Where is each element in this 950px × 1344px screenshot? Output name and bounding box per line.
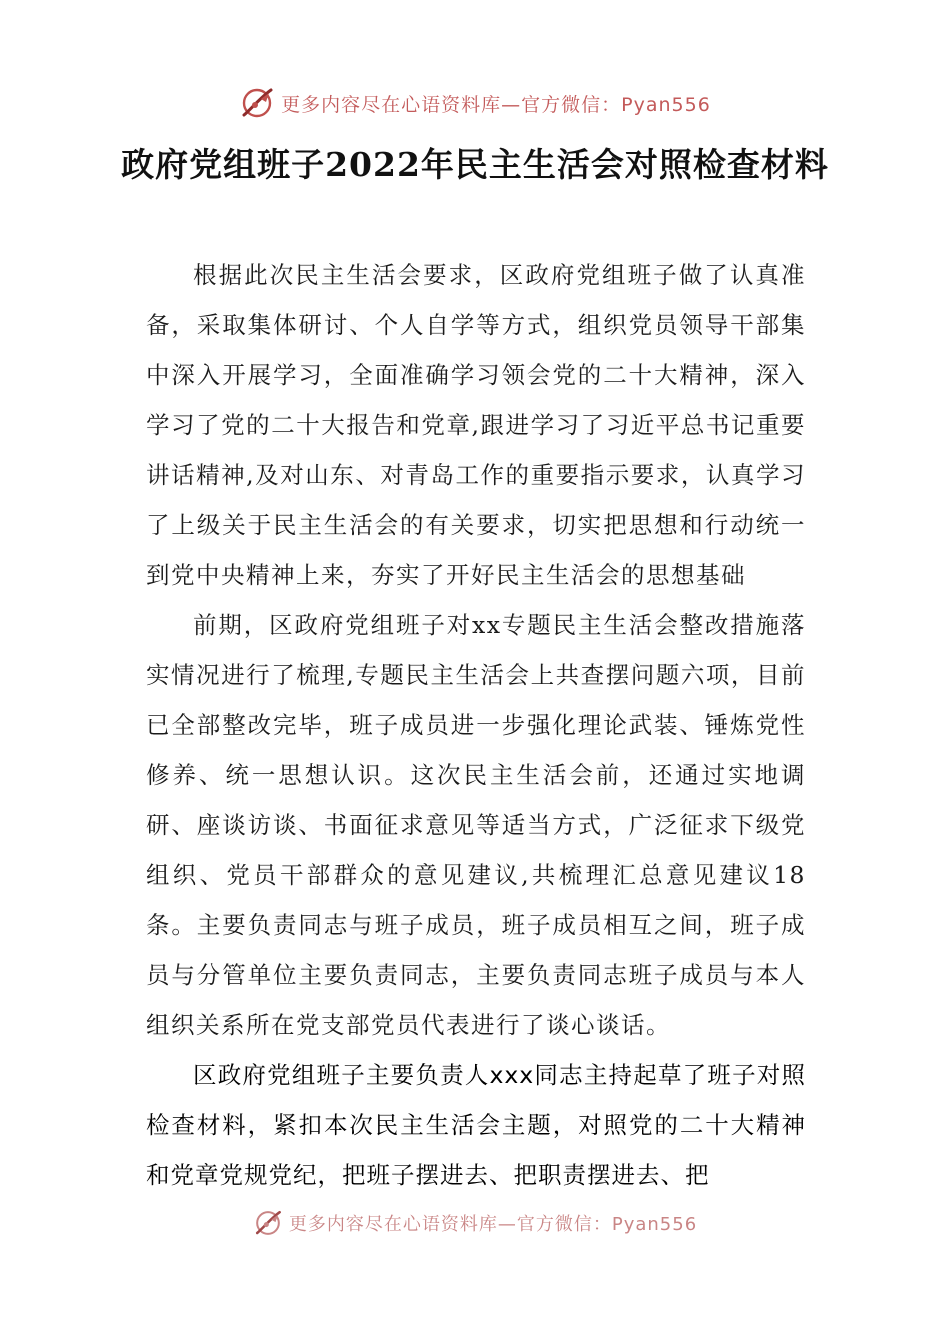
watermark-text: 更多内容尽在心语资料库—官方微信：Pyan556 xyxy=(288,1214,698,1235)
document-body xyxy=(146,250,806,1200)
watermark-text: 更多内容尽在心语资料库—官方微信：Pyan556 xyxy=(281,93,711,116)
paragraph-2: 前期，区政府党组班子对xx专题民主生活会整改措施落实情况进行了梳理,专题民主生活会上共查摆问题六项，目前已全部整改完毕，班子成员进一步强化理论武装、锤炼党性修养、统一思想认识。这次民主生活会前，还通过实地调研、座谈访谈、书面征求意见等适当方式，广泛征求下级党组织、党员干部群众的意见建议,共梳理汇总意见建议18条。主要负责同志与班子成员，班子成员相互之间，班子成员与分管单位主要负责同志，主要负责同志班子成员与本人组织关系所在党支部党员代表进行了谈心谈话。 xyxy=(146,611,806,1039)
pen-logo-icon xyxy=(253,1208,283,1238)
document-title: 政府党组班子2022年民主生活会对照检查材料 xyxy=(121,145,829,184)
watermark-header xyxy=(0,84,950,122)
paragraph-1: 根据此次民主生活会要求，区政府党组班子做了认真准备，采取集体研讨、个人自学等方式，组织党员领导干部集中深入开展学习，全面准确学习领会党的二十大精神，深入学习了党的二十大报告和党章,跟进学习了习近平总书记重要讲话精神,及对山东、对青岛工作的重要指示要求，认真学习了上级关于民主生活会的有关要求，切实把思想和行动统一到党中央精神上来，夯实了开好民主生活会的思想基础 xyxy=(146,261,806,589)
pen-logo-icon xyxy=(239,85,275,121)
paragraph-3: 区政府党组班子主要负责人xxx同志主持起草了班子对照检查材料，紧扣本次民主生活会主题，对照党的二十大精神和党章党规党纪，把班子摆进去、把职责摆进去、把 xyxy=(146,1061,806,1189)
watermark-footer xyxy=(0,1208,950,1238)
